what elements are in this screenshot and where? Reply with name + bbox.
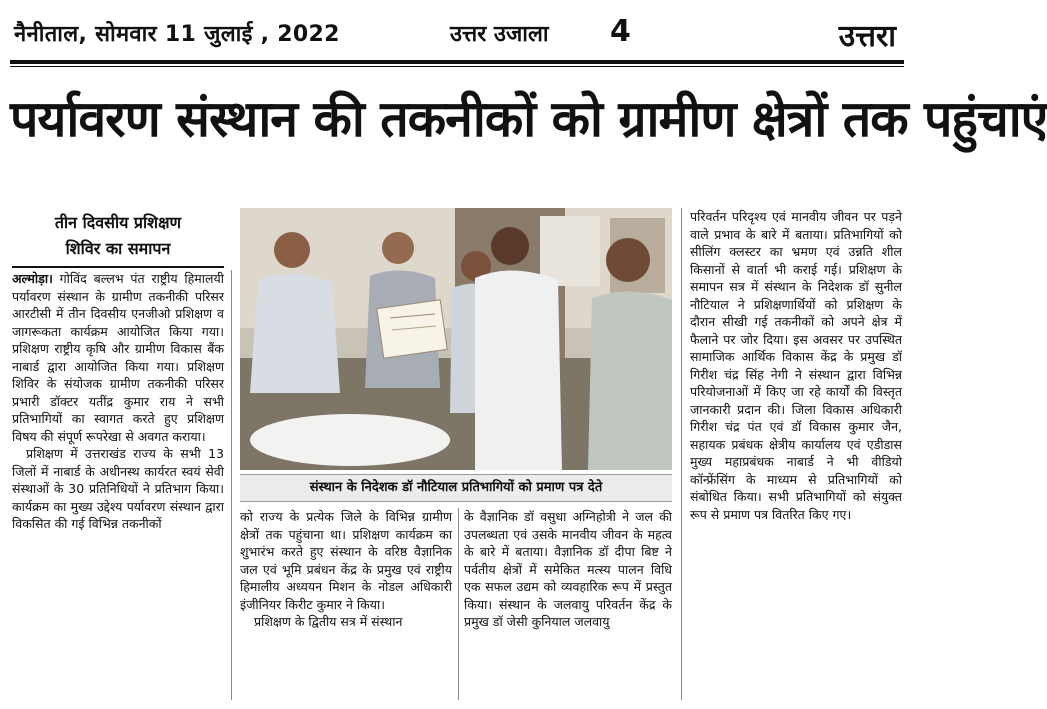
headline: पर्यावरण संस्थान की तकनीकों को ग्रामीण क्षेत्रों तक पहुंचाएं xyxy=(10,90,1047,148)
article-column-1 xyxy=(12,270,224,533)
col1-paragraph-2: प्रशिक्षण में उत्तराखंड राज्य के सभी 13 जिलों में नाबार्ड के अधीनस्थ कार्यरत स्वयं सेवी संस्थाओं के 30 प्रतिनिधियों ने प्रतिभाग किया। कार्यक्रम का मुख्य उद्देश्य पर्यावरण संस्थान द्वारा विकसित की गई विभिन्न तकनीकों xyxy=(12,446,224,531)
subheadline-rule xyxy=(12,266,224,268)
masthead xyxy=(10,6,904,58)
article-column-4 xyxy=(690,208,902,523)
date-line: नैनीताल, सोमवार 11 जुलाई , 2022 xyxy=(14,22,340,47)
article-column-3 xyxy=(464,508,672,631)
col2-paragraph-1: को राज्य के प्रत्येक जिले के विभिन्न ग्रामीण क्षेत्रों तक पहुंचाना था। प्रशिक्षण कार्यक्रम का शुभारंभ करते हुए संस्थान के वरिष्ठ वैज्ञानिक जल एवं भूमि प्रबंधन केंद्र के प्रमुख एवं राष्ट्रीय हिमालीय अध्ययन मिशन के नोडल अधिकारी इंजीनियर किरीट कुमार ने किया। xyxy=(240,509,452,612)
header-rule xyxy=(10,60,904,64)
photo-illustration xyxy=(240,208,672,470)
article-column-2 xyxy=(240,508,452,631)
paper-name: उत्तर उजाला xyxy=(450,22,549,47)
column-divider xyxy=(231,270,232,700)
column-divider xyxy=(458,508,459,700)
section-name: उत्तरा xyxy=(838,19,896,54)
col1-paragraph-1: गोविंद बल्लभ पंत राष्ट्रीय हिमालयी पर्यावरण संस्थान के ग्रामीण तकनीकी परिसर आरटीसी में तीन दिवसीय एनजीओ प्रशिक्षण व जागरूकता कार्यक्रम आयोजित किया गया। प्रशिक्षण राष्ट्रीय कृषि और ग्रामीण विकास बैंक नाबार्ड द्वारा आयोजित किया गया। प्रशिक्षण शिविर के संयोजक ग्रामीण तकनीकी परिसर प्रभारी डॉक्टर यतींद्र कुमार राय ने सभी प्रतिभागियों का स्वागत करते हुए प्रशिक्षण विषय की संपूर्ण रूपरेखा से अवगत कराया। xyxy=(12,271,224,444)
news-photo xyxy=(240,208,672,470)
column-divider xyxy=(681,208,682,700)
col4-paragraph-1: परिवर्तन परिदृश्य एवं मानवीय जीवन पर पड़ने वाले प्रभाव के बारे में बताया। प्रतिभागियों को सीलिंग क्लस्टर का भ्रमण एवं उन्नति शील किसानों से वार्ता भी कराई गई। प्रशिक्षण के समापन सत्र में संस्थान के निदेशक डॉ सुनील नौटियाल ने प्रशिक्षणार्थियों को प्रशिक्षण के दौरान सीखी गई तकनीकों को अपने क्षेत्र में फैलाने पर जोर दिया। इस अवसर पर उपस्थित सामाजिक आर्थिक विकास केंद्र के प्रमुख डॉ गिरीश चंद्र सिंह नेगी ने संस्थान द्वारा विभिन्न परियोजनाओं में किए जा रहे कार्यों की विस्तृत जानकारी प्रदान की। जिला विकास अधिकारी गिरीश चंद्र पंत एवं डॉ विकास कुमार जैन, सहायक प्रबंधक क्षेत्रीय कार्यालय एवं एडीडास मुख्य महाप्रबंधक नाबार्ड ने भी वीडियो कॉन्फ्रेंसिंग के माध्यम से प्रतिभागियों को संबोधित किया। सभी प्रतिभागियों को संयुक्त रूप से प्रमाण पत्र वितरित किए गए। xyxy=(690,209,902,522)
photo-caption: संस्थान के निदेशक डॉ नौटियाल प्रतिभागियों को प्रमाण पत्र देते xyxy=(240,474,672,502)
subheadline xyxy=(12,210,224,262)
header-rule-thin xyxy=(10,66,904,67)
col3-paragraph-1: के वैज्ञानिक डॉ वसुधा अग्निहोत्री ने जल की उपलब्धता एवं उसके मानवीय जीवन के महत्व के बारे में बताया। वैज्ञानिक डॉ दीपा बिष्ट ने पर्वतीय क्षेत्रों में समेकित मत्स्य पालन विधि एक सफल उद्यम को व्यवहारिक रूप में प्रस्तुत किया। संस्थान के जलवायु परिवर्तन केंद्र के प्रमुख डॉ जेसी कुनियाल जलवायु xyxy=(464,509,672,629)
subheadline-line-1: तीन दिवसीय प्रशिक्षण xyxy=(54,213,182,232)
col2-paragraph-2: प्रशिक्षण के द्वितीय सत्र में संस्थान xyxy=(254,614,403,629)
subheadline-line-2: शिविर का समापन xyxy=(65,239,171,258)
dateline: अल्मोड़ा। xyxy=(12,271,53,286)
page-number: 4 xyxy=(610,14,631,49)
